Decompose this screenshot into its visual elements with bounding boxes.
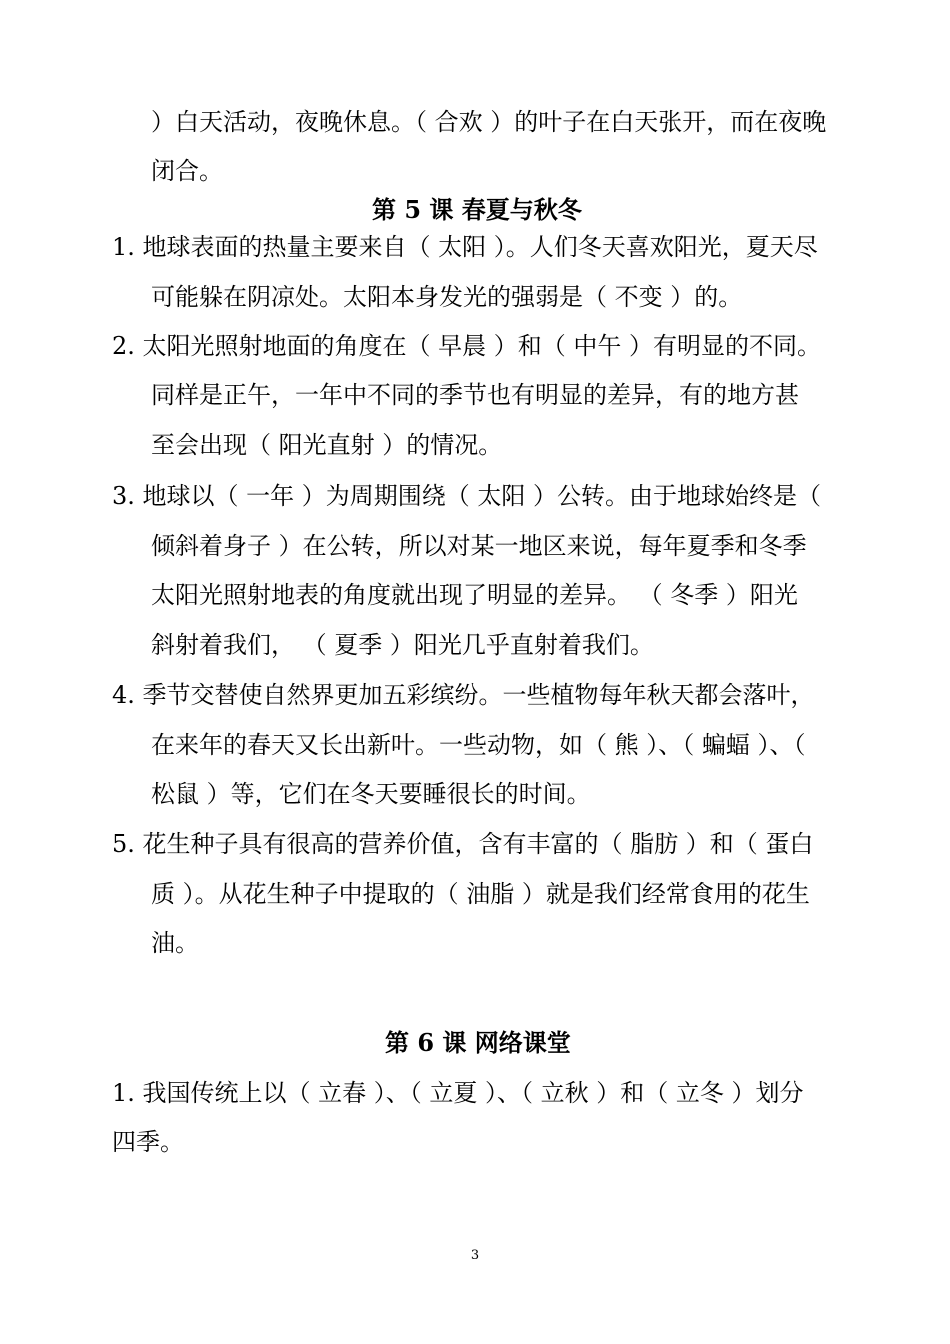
lesson6-heading: 第 6 课 网络课堂 (385, 1028, 571, 1057)
intro-line-2: 闭合。 (151, 157, 223, 185)
lesson5-heading: 第 5 课 春夏与秋冬 (372, 195, 582, 224)
lesson5-item2-line2: 同样是正午，一年中不同的季节也有明显的差异，有的地方甚 (151, 381, 799, 409)
lesson5-item4-line1: 4. 季节交替使自然界更加五彩缤纷。一些植物每年秋天都会落叶， (112, 681, 815, 709)
lesson5-item3-line1: 3. 地球以（ 一年 ）为周期围绕（ 太阳 ）公转。由于地球始终是（ (112, 482, 822, 510)
lesson6-item1-line2: 四季。 (112, 1128, 184, 1156)
lesson5-item3-line2: 倾斜着身子 ）在公转，所以对某一地区来说，每年夏季和冬季 (151, 532, 807, 560)
lesson5-item5-line2: 质 ）。从花生种子中提取的（ 油脂 ）就是我们经常食用的花生 (151, 880, 810, 908)
lesson5-item3-line4: 斜射着我们， （ 夏季 ）阳光几乎直射着我们。 (151, 631, 654, 659)
lesson5-item3-line3: 太阳光照射地表的角度就出现了明显的差异。 （ 冬季 ）阳光 (151, 581, 798, 609)
lesson5-item2-line1: 2. 太阳光照射地面的角度在（ 早晨 ）和（ 中午 ）有明显的不同。 (112, 332, 822, 360)
lesson5-item2-line3: 至会出现（ 阳光直射 ）的情况。 (151, 431, 503, 459)
page-number: 3 (470, 1248, 480, 1263)
lesson6-item1-line1: 1. 我国传统上以（ 立春 ）、（ 立夏 ）、（ 立秋 ）和（ 立冬 ）划分 (112, 1079, 804, 1107)
lesson5-item4-line2: 在来年的春天又长出新叶。一些动物，如（ 熊 ）、（ 蝙蝠 ）、（ (151, 731, 806, 759)
lesson5-item4-line3: 松鼠 ）等，它们在冬天要睡很长的时间。 (151, 780, 591, 808)
lesson5-item1-line1: 1. 地球表面的热量主要来自（ 太阳 ）。人们冬天喜欢阳光，夏天尽 (112, 233, 818, 261)
lesson5-item5-line1: 5. 花生种子具有很高的营养价值，含有丰富的（ 脂肪 ）和（ 蛋白 (112, 830, 814, 858)
intro-line-1: ）白天活动，夜晚休息。（ 合欢 ）的叶子在白天张开，而在夜晚 (151, 108, 827, 136)
lesson5-item5-line3: 油。 (151, 929, 199, 957)
lesson5-item1-line2: 可能躲在阴凉处。太阳本身发光的强弱是（ 不变 ）的。 (151, 283, 743, 311)
